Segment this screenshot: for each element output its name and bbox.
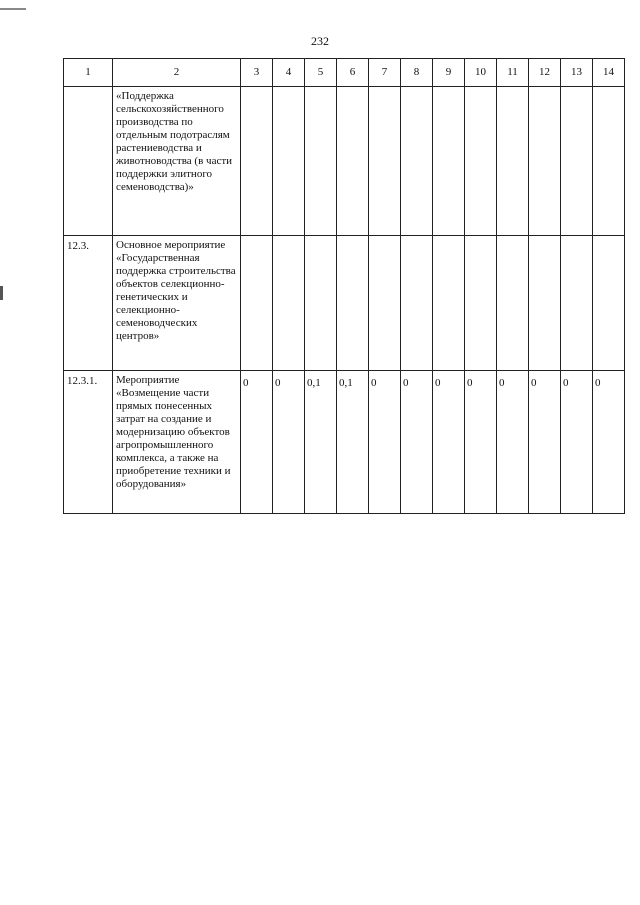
- value-cell: [401, 236, 433, 371]
- value-cell: [561, 236, 593, 371]
- value-cell: [305, 236, 337, 371]
- value-cell: [465, 236, 497, 371]
- value-cell: 0: [593, 371, 625, 514]
- row-description: «Поддержка сельскохозяйственного производства по отдельным подотраслям растениеводства и животноводства (в части поддержки элитного семеноводства)»: [113, 87, 241, 236]
- column-header: 9: [433, 59, 465, 87]
- column-header: 3: [241, 59, 273, 87]
- column-header: 6: [337, 59, 369, 87]
- value-cell: [273, 236, 305, 371]
- value-cell: [273, 87, 305, 236]
- column-header: 13: [561, 59, 593, 87]
- scan-artifact: [0, 8, 26, 10]
- value-cell: 0: [497, 371, 529, 514]
- value-cell: 0: [529, 371, 561, 514]
- value-cell: [593, 87, 625, 236]
- value-cell: [337, 236, 369, 371]
- table-row: [64, 236, 625, 371]
- value-cell: [401, 87, 433, 236]
- column-header: 1: [64, 59, 113, 87]
- value-cell: [369, 236, 401, 371]
- column-header: 11: [497, 59, 529, 87]
- row-description: Мероприятие «Возмещение части прямых понесенных затрат на создание и модернизацию объектов агропромышленного комплекса, а также на приобретение техники и оборудования»: [113, 371, 241, 514]
- row-number: [64, 87, 113, 236]
- value-cell: [241, 87, 273, 236]
- value-cell: 0: [465, 371, 497, 514]
- column-header: 7: [369, 59, 401, 87]
- value-cell: [529, 87, 561, 236]
- value-cell: 0: [241, 371, 273, 514]
- value-cell: 0: [433, 371, 465, 514]
- column-header: 12: [529, 59, 561, 87]
- column-header: 4: [273, 59, 305, 87]
- value-cell: [241, 236, 273, 371]
- value-cell: [337, 87, 369, 236]
- column-header: 10: [465, 59, 497, 87]
- column-header: 8: [401, 59, 433, 87]
- column-header: 2: [113, 59, 241, 87]
- scan-artifact: [0, 286, 3, 300]
- row-number: 12.3.: [64, 236, 113, 371]
- row-description: Основное мероприятие «Государственная поддержка строительства объектов селекционно-генетических и селекционно-семеноводческих центров»: [113, 236, 241, 371]
- value-cell: [305, 87, 337, 236]
- value-cell: [497, 236, 529, 371]
- table-row: [64, 87, 625, 236]
- table-row: [64, 371, 625, 514]
- row-number: 12.3.1.: [64, 371, 113, 514]
- page-number: 232: [311, 34, 329, 48]
- value-cell: [433, 87, 465, 236]
- value-cell: [561, 87, 593, 236]
- column-header: 5: [305, 59, 337, 87]
- value-cell: 0: [401, 371, 433, 514]
- value-cell: [593, 236, 625, 371]
- value-cell: [369, 87, 401, 236]
- value-cell: [465, 87, 497, 236]
- value-cell: 0,1: [337, 371, 369, 514]
- value-cell: [497, 87, 529, 236]
- value-cell: 0: [561, 371, 593, 514]
- value-cell: [433, 236, 465, 371]
- value-cell: 0: [273, 371, 305, 514]
- column-header: 14: [593, 59, 625, 87]
- value-cell: 0,1: [305, 371, 337, 514]
- data-table: [63, 58, 625, 514]
- value-cell: [529, 236, 561, 371]
- value-cell: 0: [369, 371, 401, 514]
- header-row: [64, 59, 625, 87]
